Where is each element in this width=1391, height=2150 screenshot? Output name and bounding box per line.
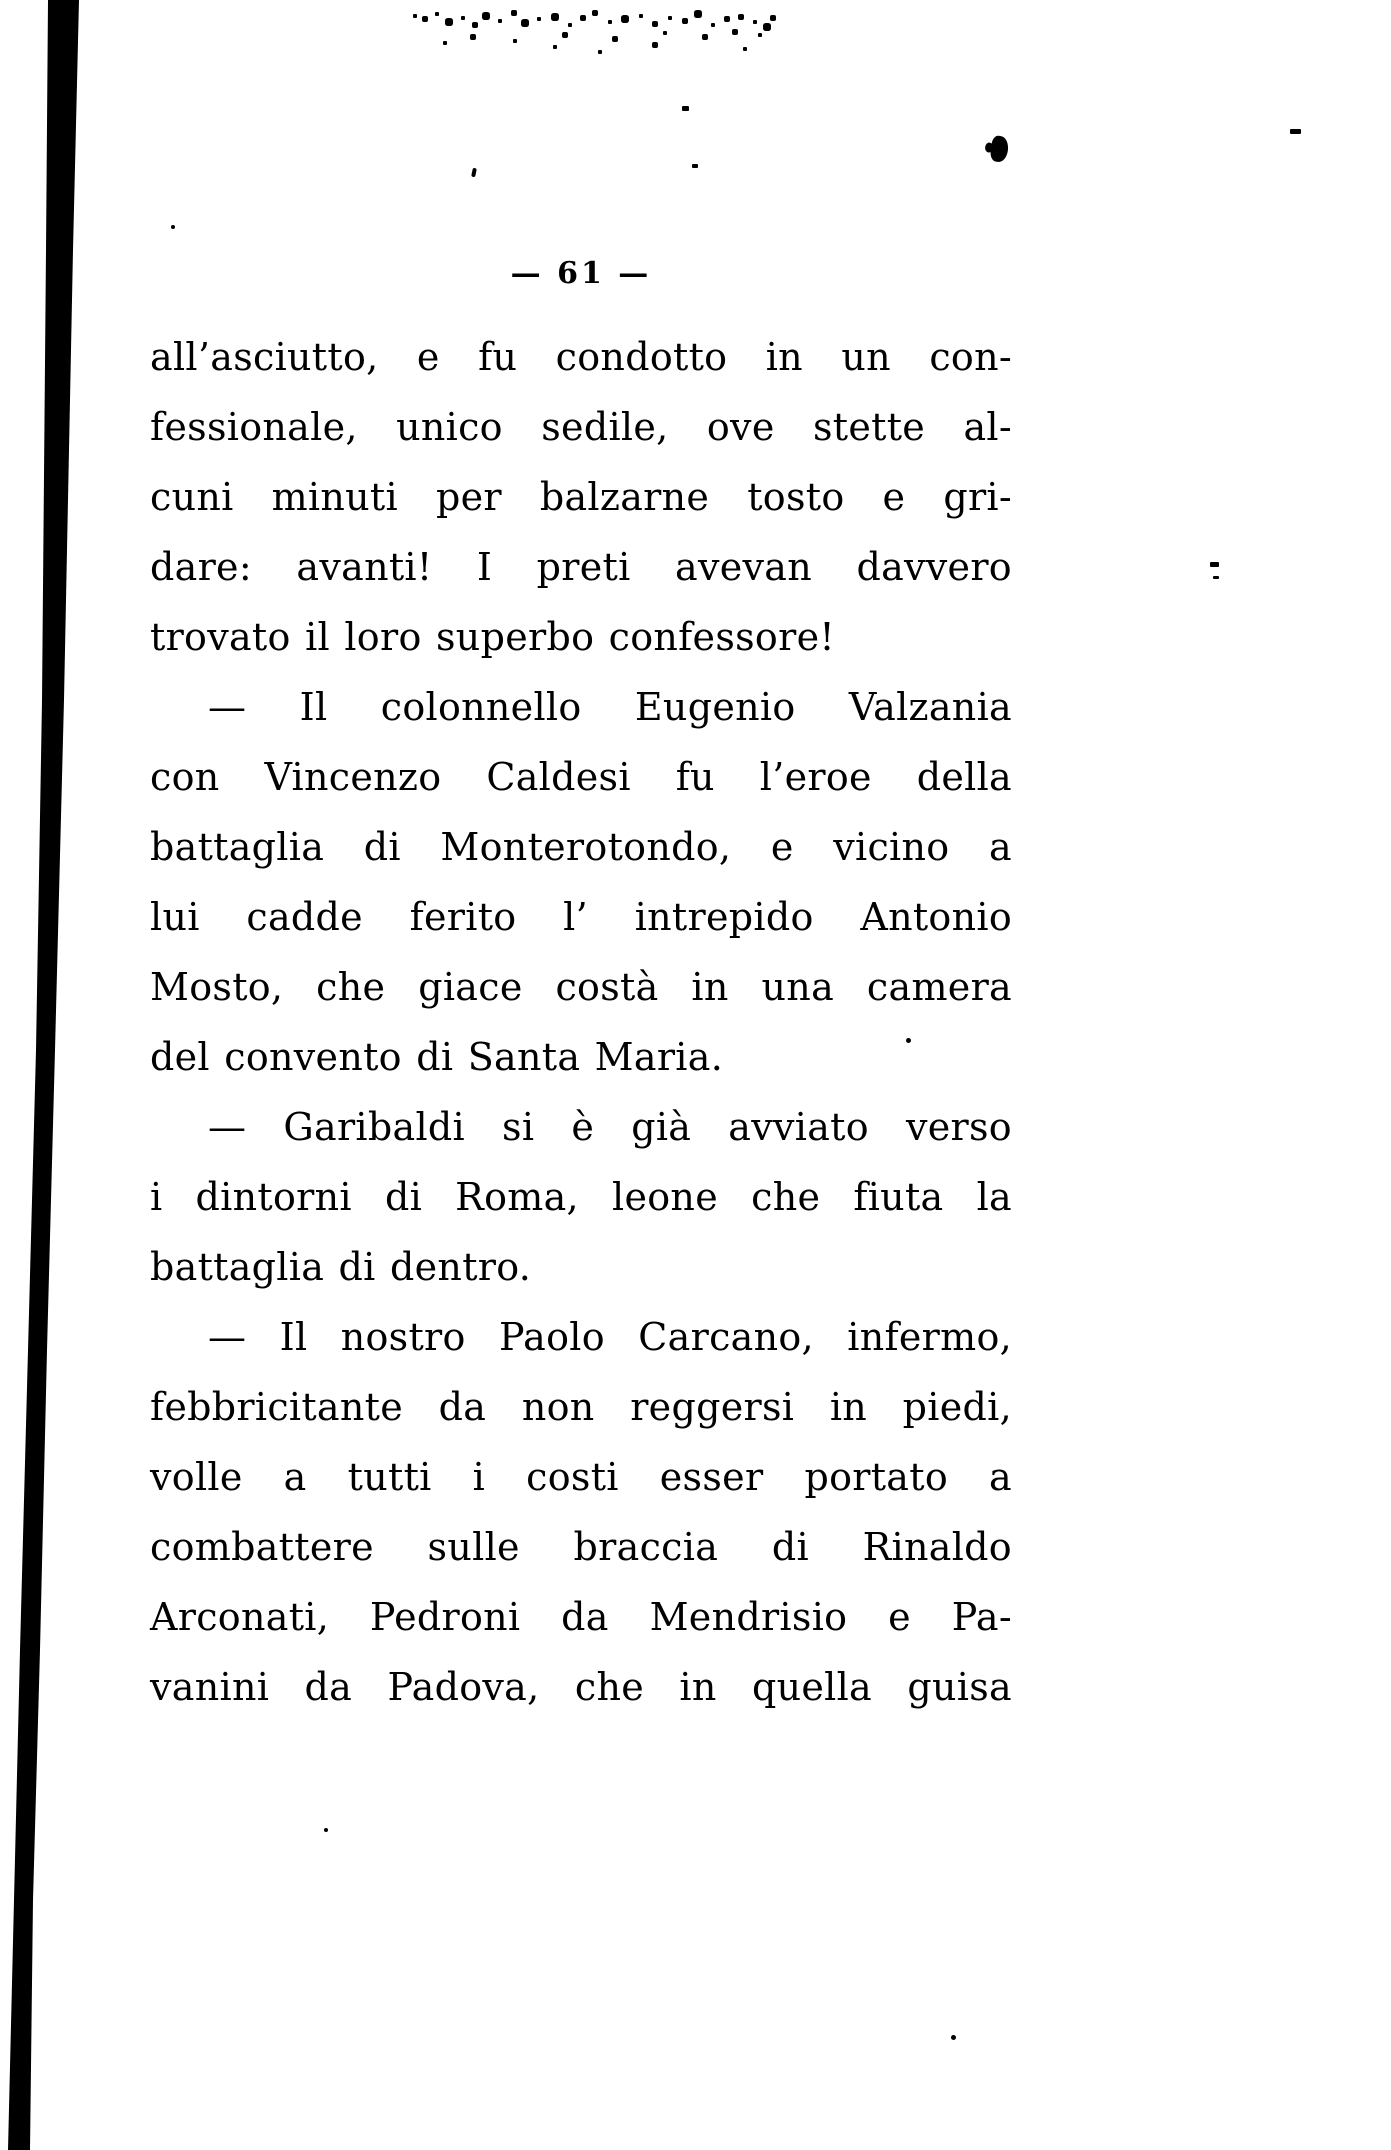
text-line: battaglia di Monterotondo, e vicino a: [150, 825, 1012, 869]
text-line: febbricitante da non reggersi in piedi,: [150, 1385, 1012, 1429]
text-line: all’asciutto, e fu condotto in un con-: [150, 335, 1012, 379]
left-binding-shadow: [0, 0, 100, 2150]
ink-speck: [324, 1828, 328, 1832]
text-line: — Il colonnello Eugenio Valzania: [208, 685, 1012, 729]
text-line: combattere sulle braccia di Rinaldo: [150, 1525, 1012, 1569]
text-line: vanini da Padova, che in quella guisa: [150, 1665, 1012, 1709]
text-line: del convento di Santa Maria.: [150, 1035, 724, 1079]
text-line: lui cadde ferito l’ intrepido Antonio: [150, 895, 1012, 939]
ink-speck: [682, 106, 689, 111]
text-line: — Il nostro Paolo Carcano, infermo,: [208, 1315, 1012, 1359]
text-line: cuni minuti per balzarne tosto e gri-: [150, 475, 1012, 519]
text-line: fessionale, unico sedile, ove stette al-: [150, 405, 1012, 449]
text-line: — Garibaldi si è già avviato verso: [208, 1105, 1012, 1149]
text-line: battaglia di dentro.: [150, 1245, 532, 1289]
text-line: trovato il loro superbo confessore!: [150, 615, 835, 659]
text-line: dare: avanti! I preti avevan davvero: [150, 545, 1012, 589]
ink-stain: [413, 14, 417, 18]
ink-speck: [1210, 562, 1219, 567]
ink-speck: [951, 2035, 956, 2040]
ink-speck: [471, 168, 477, 178]
text-line: con Vincenzo Caldesi fu l’eroe della: [150, 755, 1012, 799]
ink-speck: [692, 164, 698, 168]
text-line: volle a tutti i costi esser portato a: [150, 1455, 1012, 1499]
text-line: Arconati, Pedroni da Mendrisio e Pa-: [150, 1595, 1012, 1639]
page-number: — 61 —: [510, 256, 652, 291]
ink-blob: [989, 135, 1009, 163]
ink-speck: [171, 225, 175, 229]
ink-speck: [1213, 576, 1219, 579]
text-line: Mosto, che giace costà in una camera: [150, 965, 1012, 1009]
body-text: [150, 322, 1012, 1722]
text-line: i dintorni di Roma, leone che fiuta la: [150, 1175, 1012, 1219]
ink-speck: [1290, 129, 1301, 134]
